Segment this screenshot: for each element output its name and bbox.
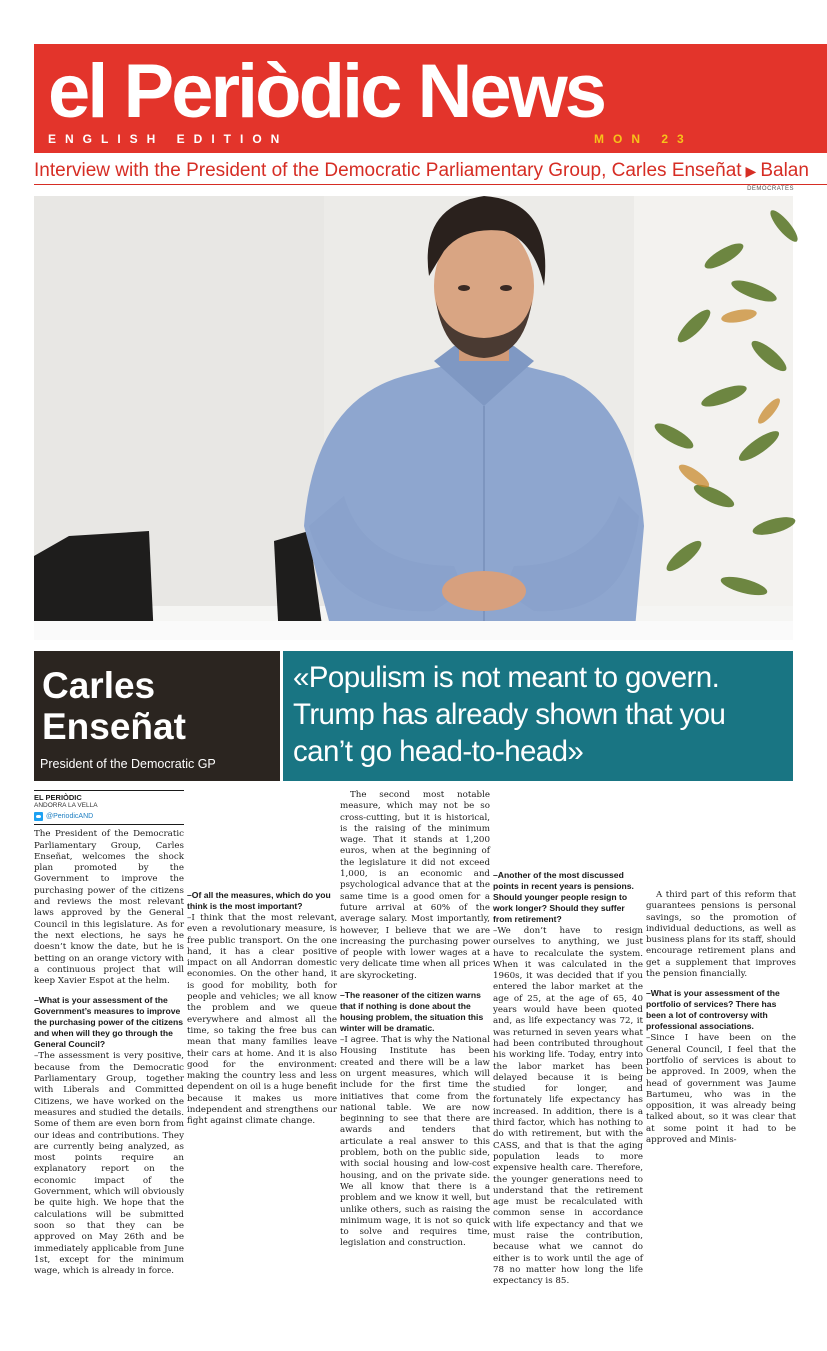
portrait-illustration: [34, 196, 793, 640]
question-1: –What is your assessment of the Government’s measures to improve the purchasing power of the citizens and when will they go through the General Council?: [34, 995, 183, 1050]
ticker-divider: [34, 184, 827, 185]
byline-source: EL PERIÒDIC: [34, 790, 184, 802]
article-column-3: [340, 790, 490, 1249]
ticker-headline: Interview with the President of the Democratic Parliamentary Group, Carles Enseñat: [34, 160, 742, 181]
question-4: –Another of the most discussed points in recent years is pensions. Should younger people resign to work longer? Should they suffer from retirement?: [493, 870, 634, 924]
answer-2-continued: The second most notable measure, which may not be so cross-cutting, but it is historical, is the raising of the minimum wage. That it stands at 1,200 euros, when at the beginning of the legislature it did not exceed 1,000, is an economic and psychological advance that at the same time is a good omen for a future arrival at 60% of the average salary. Most importantly, however, I believe that we are increasing the purchasing power of people with lower wages at a very delicate time when all prices are skyrocketing.: [340, 790, 490, 981]
pull-quote-box: [283, 651, 793, 781]
question-3: –The reasoner of the citizen warns that if nothing is done about the housing problem, the situation this winter will be dramatic.: [340, 990, 484, 1034]
byline: [34, 790, 184, 825]
interviewee-namebox: [34, 651, 280, 781]
article-column-1: [34, 790, 184, 1351]
answer-1: –The assessment is very positive, because from the Democratic Parliamentary Group, together with Liberals and Committed Citizens, we have worked on the measures and studied the details. Some of them are even born from our ideas and contributions. They are currently being analyzed, as most points require an explanatory report on the economic impact of the Government, which will obviously be quite high. We hope that the calculations will be submitted soon so that they can be approved on May 26th and be immediately applicable from June 1st, except for the minimum wage, which is already in force.: [34, 1051, 184, 1277]
article-column-2: [187, 790, 337, 1128]
answer-3: –I agree. That is why the National Housing Institute has been created and there will be a law on urgent measures, which will include for the first time the initiatives that come from the national table. We are now beginning to see that there are awards and tenders that articulate a real answer to this problem, both on the public side, with social housing and low-cost housing, and on the private side. We all know that there is a problem and we know it well, but unlike others, such as raising the minimum wage, it is not so quick to solve and requires time, legislation and construction.: [340, 1035, 490, 1249]
answer-4: –We don’t have to resign ourselves to anything, we just have to recalculate the system. When it was calculated in the 1960s, it was decided that if you entered the labor market at the age of 25, at the age of 65, 40 years would have been quoted and, as life expectancy was 72, it was returned in seven years what had been contributed throughout his working life. Today, entry into the labor market has been delayed because it is being studied for longer, and fortunately life expectancy has increased. In addition, there is a third factor, which has nothing to do with retirement, but with the CASS, and that is that the aging population leads to more expensive health care. Therefore, the younger generations need to understand that the retirement age must be recalculated with common sense in accordance with life expectancy and that we must raise the contribution, because what we cannot do either is to work until the age of 78 no matter how long the life expectancy is 85.: [493, 926, 643, 1287]
question-2: –Of all the measures, which do you think is the most important?: [187, 890, 331, 911]
ticker-next: Balan: [760, 160, 809, 181]
triangle-right-icon: ▶: [745, 163, 757, 179]
issue-date: MON 23: [594, 132, 693, 146]
twitter-handle-text: @PeriodicAND: [46, 813, 94, 820]
headline-ticker: [34, 156, 827, 186]
answer-4-continued: A third part of this reform that guarantees pensions is personal savings, so the promotion of individual deductions, as well as business plans for its staff, should encourage retirement plans and get a supplement that improves the pension financially.: [646, 890, 796, 980]
twitter-handle[interactable]: [34, 811, 184, 825]
interview-photo: [34, 196, 793, 640]
interviewee-role: President of the Democratic GP: [40, 757, 216, 771]
interviewee-name: Carles Enseñat: [42, 665, 186, 747]
newspaper-logo: el Periòdic News: [48, 49, 605, 134]
question-5: –What is your assessment of the portfolio of services? There has been a lot of controversy with professional associations.: [646, 988, 780, 1032]
article-column-5: [646, 790, 796, 1146]
answer-5: –Since I have been on the General Council, I feel that the portfolio of services is about to be approved. In 2009, when the head of government was Jaume Bartumeu, who was in the opposition, it was already being talked about, so it was clear that at some point it had to be approved and Minis-: [646, 1033, 796, 1146]
masthead: [34, 44, 827, 153]
byline-location: ANDORRA LA VELLA: [34, 802, 98, 809]
edition-label: ENGLISH EDITION: [48, 132, 289, 146]
article-intro: The President of the Democratic Parliamentary Group, Carles Enseñat, welcomes the shock plan promoted by the Government to improve the purchasing power of the citizens and reviews the most relevant laws approved by the General Council in this legislature. As for the next elections, he says he doesn’t know the date, but he is betting on an orange victory with a continuous project that will keep Xavier Espot at the helm.: [34, 829, 184, 987]
section-tag: DEMÒCRATES: [747, 186, 794, 192]
pull-quote: «Populism is not meant to govern. Trump has already shown that you can’t go head-to-head»: [293, 661, 726, 768]
article-column-4: [493, 790, 643, 1287]
answer-2: –I think that the most relevant, even a revolutionary measure, is free public transport. On the one hand, it has a clear positive impact on all Andorran domestic economies. On the other hand, it is good for mobility, both for people and vehicles; we all know the problem and we queue everywhere and almost all the time, so taking the free bus can mean that many families leave their cars at home. And it is also good for the environment: making the country less and less dependent on oil is a huge benefit because it makes us more independent and strengthens our fight against climate change.: [187, 913, 338, 1127]
twitter-icon: [34, 812, 43, 821]
